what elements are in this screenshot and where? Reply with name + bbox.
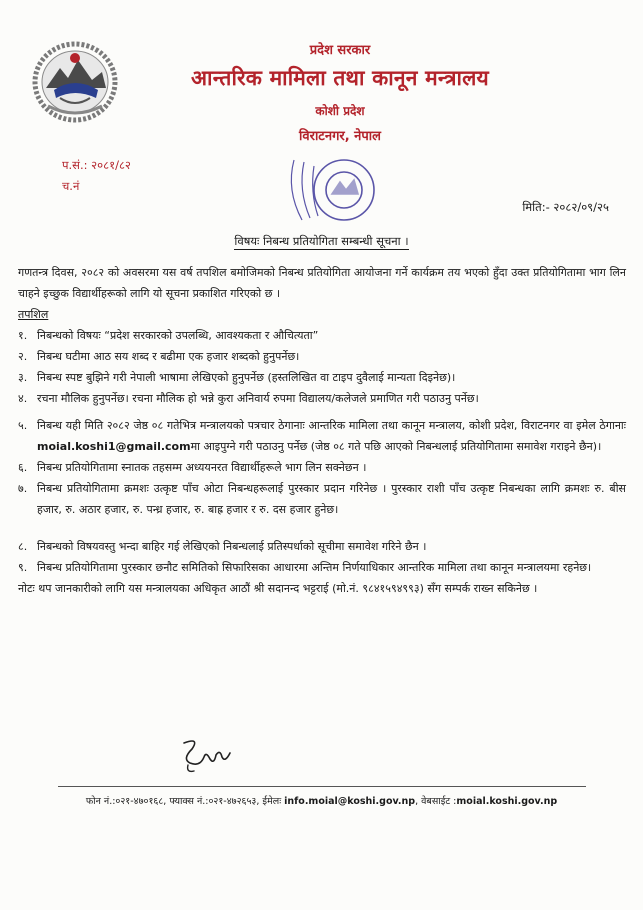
list-item-text: रचना मौलिक हुनुपर्नेछ। रचना मौलिक हो भन्ने कुरा अनिवार्य रुपमा विद्यालय/कलेजले प्रमाणित गरी पठाउनु पर्नेछ। (37, 392, 479, 405)
letter-dispatch-number: च.नं (62, 179, 80, 193)
details-heading: तपशिल (18, 308, 49, 321)
list-item-number: १. (18, 329, 28, 342)
list-item (18, 478, 626, 520)
list-item-number: ७. (18, 482, 28, 495)
letter-reference-number: प.सं.: २०८१/८२ (62, 158, 131, 172)
office-seal-stamp-icon (284, 150, 388, 236)
letterhead-province-government: प्रदेश सरकार (309, 43, 371, 58)
list-item (18, 415, 626, 457)
list-item-text: निबन्ध स्पष्ट बुझिने गरी नेपाली भाषामा लेखिएको हुनुपर्नेछ (हस्तलिखित वा टाइप दुवैलाई मान्यता दिइनेछ)। (37, 371, 456, 384)
list-item-number: २. (18, 350, 28, 363)
footer-contact-line (0, 794, 643, 807)
list-item (18, 536, 626, 557)
notice-subject-text: विषयः निबन्ध प्रतियोगिता सम्बन्धी सूचना । (234, 234, 409, 248)
list-item (18, 346, 626, 367)
list-item-number: ५. (18, 419, 28, 432)
list-item-text: निबन्ध घटीमा आठ सय शब्द र बढीमा एक हजार शब्दको हुनुपर्नेछ। (37, 350, 300, 363)
list-item (18, 388, 626, 409)
footer-website-label: , वेबसाईट : (415, 796, 457, 807)
letterhead-ministry-name: आन्तरिक मामिला तथा कानून मन्त्रालय (191, 66, 489, 90)
footer-phone-fax: फोन नं.:०२१-४७०१६८, फ्याक्स नं.:०२१-४७२६५३, ईमेलः (85, 796, 285, 807)
list-item (18, 325, 626, 346)
list-item (18, 457, 626, 478)
letter-date: मिति:- २०८२/०९/२५ (522, 200, 609, 214)
list-item (18, 557, 626, 578)
handwritten-signature-icon (170, 735, 242, 777)
letterhead-province: कोशी प्रदेश (315, 104, 365, 118)
list-item-number: ४. (18, 392, 28, 405)
list-item-text: निबन्धको विषयः “प्रदेश सरकारको उपलब्धि, आवश्यकता र औचित्यता” (37, 329, 319, 342)
contact-note: नोटः थप जानकारीको लागि यस मन्त्रालयका अधिकृत आठौं श्री सदानन्द भट्टराई (मो.नं. ९८४१५९४९९३) सँग सम्पर्क राख्न सकिनेछ । (18, 582, 538, 595)
submission-text-before: निबन्ध यही मिति २०८२ जेष्ठ ०८ गतेभित्र मन्त्रालयको पत्रचार ठेगानाः आन्तरिक मामिला तथा कानून मन्त्रालय, कोशी प्रदेश, विराटनगर वा इमेल ठेगानाः (37, 419, 626, 432)
list-item-text: निबन्ध प्रतियोगितामा पुरस्कार छनौट समितिको सिफारिसका आधारमा अन्तिम निर्णयाधिकार आन्तरिक मामिला तथा कानून मन्त्रालयमा रहनेछ। (37, 561, 592, 574)
list-item-number: ३. (18, 371, 28, 384)
list-item-text: निबन्ध प्रतियोगितामा स्नातक तहसम्म अध्ययनरत विद्यार्थीहरूले भाग लिन सक्नेछन । (37, 461, 367, 474)
footer-website-link[interactable]: moial.koshi.gov.np (456, 796, 558, 807)
submission-text-after: मा आइपुग्ने गरी पठाउनु पर्नेछ (जेष्ठ ०८ गते पछि आएको निबन्धलाई प्रतियोगितामा समावेश गराइने छैन)। (190, 440, 602, 453)
notice-subject (0, 234, 643, 249)
list-item-text: निबन्ध प्रतियोगितामा क्रमशः उत्कृष्ट पाँच ओटा निबन्धहरूलाई पुरस्कार प्रदान गरिनेछ । पुरस्कार राशी पाँच उत्कृष्ट निबन्धका लागि क्रमशः रु. बीस हजार, रु. अठार हजार, रु. पन्ध्र हजार, रु. बाह्र हजार र रु. दस हजार हुनेछ। (37, 482, 626, 516)
list-item (18, 367, 626, 388)
notice-intro-paragraph: गणतन्त्र दिवस, २०८२ को अवसरमा यस वर्ष तपशिल बमोजिमको निबन्ध प्रतियोगिता आयोजना गर्ने कार्यक्रम तय भएको हुँदा उक्त प्रतियोगितामा भाग लिन चाहने इच्छुक विद्यार्थीहरूको लागि यो सूचना प्रकाशित गरिएको छ । (18, 266, 626, 300)
conditions-list (18, 325, 626, 578)
submission-email-link[interactable]: moial.koshi1@gmail.com (37, 440, 191, 453)
letterhead-address: विराटनगर, नेपाल (299, 129, 381, 144)
notice-body (18, 262, 626, 599)
list-item-number: ८. (18, 540, 28, 553)
list-item-text (37, 415, 626, 457)
list-item-number: ६. (18, 461, 28, 474)
list-item-text: निबन्धको विषयवस्तु भन्दा बाहिर गई लेखिएको निबन्धलाई प्रतिस्पर्धाको सूचीमा समावेश गरिने छैन । (37, 540, 427, 553)
footer-divider (58, 786, 586, 787)
list-item-number: ९. (18, 561, 28, 574)
nepal-government-emblem-icon (30, 36, 120, 126)
footer-email-link[interactable]: info.moial@koshi.gov.np (284, 796, 416, 807)
